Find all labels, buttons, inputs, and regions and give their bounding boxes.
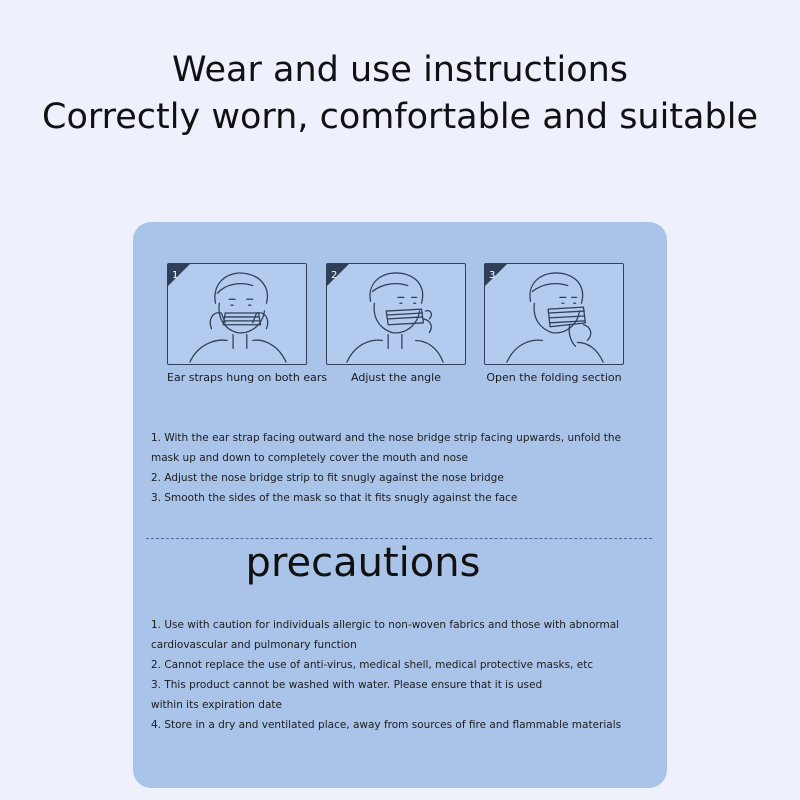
instruction-line: 3. Smooth the sides of the mask so that it fits snugly against the face [151, 492, 518, 504]
step-2-badge [327, 264, 349, 286]
precautions-title: precautions [245, 540, 481, 586]
precautions-list [151, 615, 656, 735]
step-3-panel [484, 263, 624, 365]
page-heading [0, 47, 800, 141]
instruction-line: mask up and down to completely cover the mouth and nose [151, 452, 468, 464]
precaution-line: 2. Cannot replace the use of anti-virus, medical shell, medical protective masks, etc [151, 659, 594, 671]
heading-line-1: Wear and use instructions [171, 50, 629, 90]
instruction-line: 2. Adjust the nose bridge strip to fit snugly against the nose bridge [151, 472, 504, 484]
precaution-line: within its expiration date [151, 699, 282, 711]
step-1-number: 1 [172, 270, 179, 281]
step-3-number: 3 [489, 270, 496, 281]
instructions-list [151, 428, 656, 508]
step-3-caption: Open the folding section [486, 371, 622, 384]
step-2-caption: Adjust the angle [351, 371, 441, 384]
precaution-line: cardiovascular and pulmonary function [151, 639, 357, 651]
precaution-line: 4. Store in a dry and ventilated place, away from sources of fire and flammable materials [151, 719, 622, 731]
heading-line-2: Correctly worn, comfortable and suitable [42, 97, 758, 137]
instruction-card [133, 222, 667, 788]
step-1-badge [168, 264, 190, 286]
step-2-number: 2 [331, 270, 338, 281]
step-1-panel [167, 263, 307, 365]
instruction-line: 1. With the ear strap facing outward and the nose bridge strip facing upwards, unfold the [151, 432, 622, 444]
step-1-caption: Ear straps hung on both ears [167, 371, 328, 384]
step-2-panel [326, 263, 466, 365]
precaution-line: 1. Use with caution for individuals allergic to non-woven fabrics and those with abnormal [151, 619, 620, 631]
precaution-line: 3. This product cannot be washed with water. Please ensure that it is used [151, 679, 543, 691]
step-3-badge [485, 264, 507, 286]
